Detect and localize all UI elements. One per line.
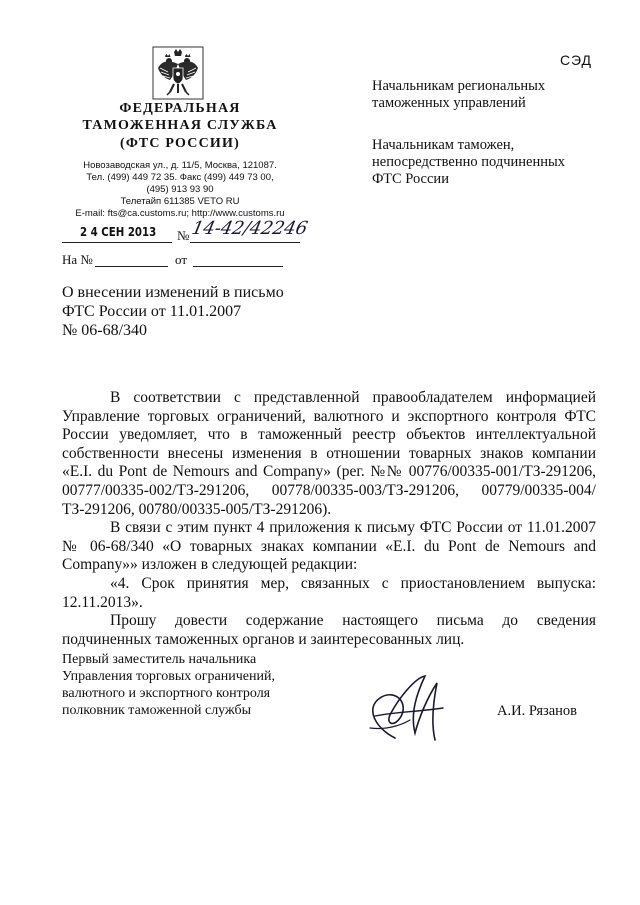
reference-number-blank [95, 266, 168, 267]
body-paragraph: «4. Срок принятия мер, связанных с приостановлением выпуска: 12.11.2013». [62, 574, 596, 611]
subject-line: О внесении изменений в письмо [62, 284, 284, 301]
email-web-line: E-mail: fts@ca.customs.ru; http://www.customs.ru [75, 208, 285, 219]
sed-mark: СЭД [560, 52, 593, 68]
phone-fax-line: Тел. (499) 449 72 35. Факс (499) 449 73 00, [86, 172, 274, 183]
addressee-line: непосредственно подчиненных [372, 154, 565, 170]
agency-name-line2: ТАМОЖЕННАЯ СЛУЖБА [82, 118, 278, 133]
agency-name-line1: ФЕДЕРАЛЬНАЯ [119, 101, 241, 116]
addressee-line: Начальникам таможен, [372, 137, 515, 153]
addressee-line: таможенных управлений [372, 95, 526, 111]
body-paragraph: Прошу довести содержание настоящего письма до сведения подчиненных таможенных органов и заинтересованных лиц. [62, 612, 596, 648]
letter-body [62, 389, 596, 649]
signer-title-line: Первый заместитель начальника [62, 652, 257, 667]
number-underline [190, 242, 300, 243]
subject-line: ФТС России от 11.01.2007 [62, 303, 242, 320]
signer-title-line: валютного и экспортного контроля [62, 686, 271, 701]
date-stamp: 2 4 СЕН 2013 [80, 225, 157, 239]
handwritten-signature-icon [355, 668, 455, 746]
signer-title-block [62, 651, 275, 719]
addressee-block [372, 78, 622, 112]
subject-line: № 06-68/340 [62, 322, 148, 339]
teletype-line: Телетайп 611385 VETO RU [120, 196, 240, 207]
body-paragraph: В связи с этим пункт 4 приложения к письму ФТС России от 11.01.2007 № 06-68/340 «О товарных знаках компании «E.I. du Pont de Nemours and Company»» изложен в следующей редакции: [62, 519, 596, 574]
signer-title-line: Управления торговых ограничений, [62, 669, 275, 684]
agency-name-line3: (ФТС РОССИИ) [120, 136, 240, 151]
signer-name: А.И. Рязанов [497, 703, 578, 719]
addressee-line: Начальникам региональных [372, 78, 546, 94]
double-headed-eagle-icon [152, 46, 204, 100]
body-paragraph: В соответствии с представленной правообладателем информацией Управление торговых ограничений, валютного и экспортного контроля ФТС России уведомляет, что в таможенный реестр объектов интеллектуальной собственности внесены изменения в отношении товарных знаков компании «E.I. du Pont de Nemours and Company» (рег. №№ 00776/00335-001/ТЗ-291206, 00777/00335-002/ТЗ-291206, 00778/00335-003/ТЗ-291206, 00779/00335-004/ТЗ-291206, 00780/00335-005/ТЗ-291206). [62, 389, 596, 518]
registration-number: 14-42/42246 [189, 218, 310, 239]
phone-line: (495) 913 93 90 [146, 184, 214, 195]
signer-title-line: полковник таможенной службы [62, 703, 252, 718]
letter-subject [62, 283, 322, 340]
reference-date-blank [193, 266, 283, 267]
address-line: Новозаводская ул., д. 11/5, Москва, 121087. [83, 160, 277, 171]
number-label: № [177, 228, 190, 243]
addressee-line: ФТС России [372, 171, 449, 187]
reference-date-label: от [175, 252, 188, 267]
reference-number-label: На № [62, 252, 93, 267]
addressee-block [372, 137, 622, 188]
date-underline [62, 242, 172, 243]
